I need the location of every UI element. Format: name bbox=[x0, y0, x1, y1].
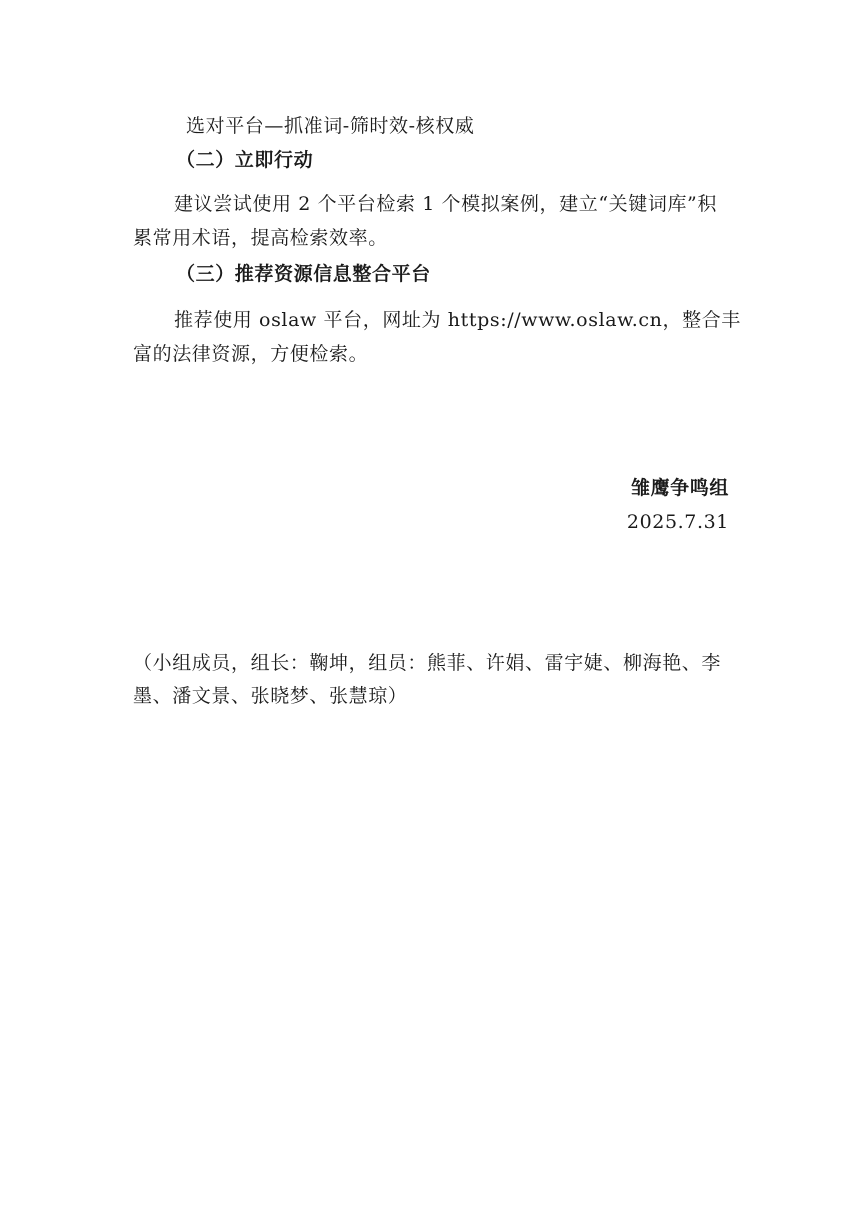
section2-paragraph-line1: 建议尝试使用 2 个平台检索 1 个模拟案例，建立“关键词库”积 bbox=[174, 193, 717, 215]
section2-paragraph-line2: 累常用术语，提高检索效率。 bbox=[133, 227, 388, 249]
section-heading-2: （二）立即行动 bbox=[176, 149, 314, 171]
flow-line: 选对平台—抓准词-筛时效-核权威 bbox=[186, 115, 475, 137]
members-line2: 墨、潘文景、张晓梦、张慧琼） bbox=[133, 685, 408, 707]
section3-paragraph-line1: 推荐使用 oslaw 平台，网址为 https://www.oslaw.cn，整合丰 bbox=[174, 309, 741, 331]
section3-paragraph-line2: 富的法律资源，方便检索。 bbox=[133, 343, 369, 365]
section-heading-3: （三）推荐资源信息整合平台 bbox=[176, 263, 431, 285]
signature-date: 2025.7.31 bbox=[626, 511, 729, 533]
members-line1: （小组成员，组长：鞠坤，组员：熊菲、许娟、雷宇婕、柳海艳、李 bbox=[133, 652, 722, 674]
signature-group-name: 雏鹰争鸣组 bbox=[630, 477, 729, 499]
